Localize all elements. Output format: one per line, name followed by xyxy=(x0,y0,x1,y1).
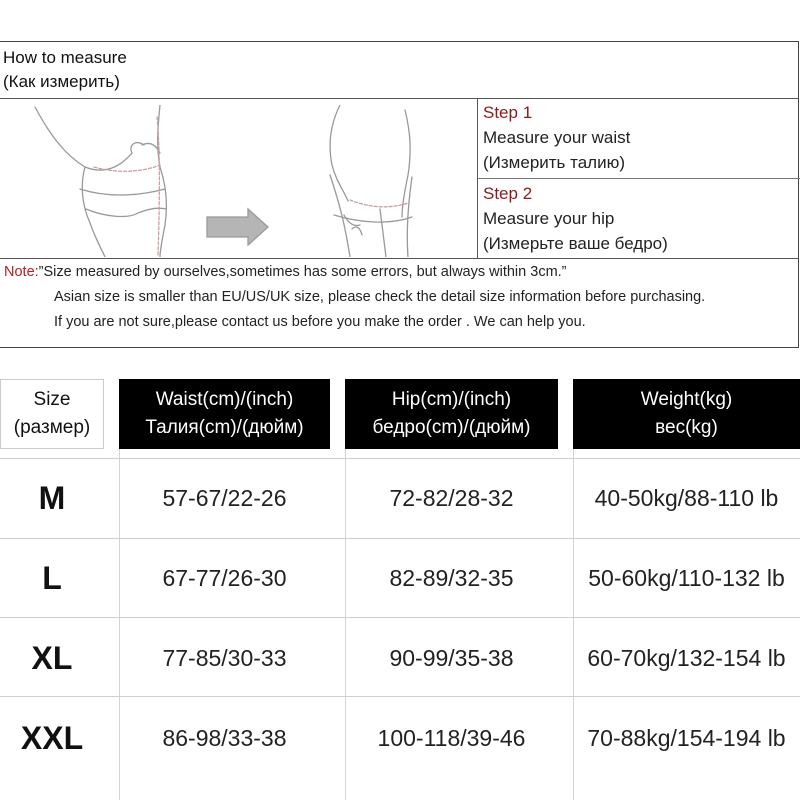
size-cell: XL xyxy=(31,640,73,676)
waist-cell: 86-98/33-38 xyxy=(162,725,287,751)
hip-cell: 100-118/39-46 xyxy=(377,725,526,751)
weight-cell: 70-88kg/154-194 lb xyxy=(587,725,786,751)
steps-panel xyxy=(477,98,799,258)
table-row xyxy=(0,699,800,778)
step-2 xyxy=(483,181,668,256)
arrow-right-icon xyxy=(207,209,268,245)
step-1-text-ru: (Измерить талию) xyxy=(483,153,626,172)
hip-cell: 82-89/32-35 xyxy=(389,565,514,591)
header-waist-ru: Талия(cm)/(дюйм) xyxy=(145,417,304,438)
header-size-en: Size xyxy=(33,389,71,410)
header-hip-en: Hip(cm)/(inch) xyxy=(391,389,512,410)
row-divider xyxy=(0,617,800,618)
step-1-label: Step 1 xyxy=(483,103,533,122)
header-size-ru: (размер) xyxy=(13,417,91,438)
header-waist xyxy=(119,379,330,449)
measure-title xyxy=(3,46,127,94)
header-size xyxy=(0,379,104,449)
table-row xyxy=(0,459,800,538)
note-line-3: If you are not sure,please contact us before you make the order . We can help you. xyxy=(54,314,586,330)
step-1 xyxy=(483,100,630,175)
measure-title-ru: (Как измерить) xyxy=(3,72,120,91)
size-chart-table xyxy=(0,379,800,800)
weight-cell: 60-70kg/132-154 lb xyxy=(587,645,786,671)
header-hip xyxy=(345,379,558,449)
step-2-label: Step 2 xyxy=(483,184,533,203)
divider xyxy=(0,258,799,259)
header-weight-en: Weight(kg) xyxy=(640,389,733,410)
step-2-text-ru: (Измерьте ваше бедро) xyxy=(483,234,668,253)
measuring-illustration xyxy=(10,105,470,257)
note-label: Note: xyxy=(4,264,39,280)
measure-title-en: How to measure xyxy=(3,48,127,67)
steps-divider xyxy=(478,178,800,179)
note-line-2: Asian size is smaller than EU/US/UK size, please check the detail size information before purchasing. xyxy=(54,289,706,305)
header-hip-ru: бедро(cm)/(дюйм) xyxy=(372,417,531,438)
waist-cell: 77-85/30-33 xyxy=(162,645,287,671)
waist-cell: 57-67/22-26 xyxy=(162,485,287,511)
note xyxy=(4,260,705,335)
waist-cell: 67-77/26-30 xyxy=(162,565,287,591)
header-waist-en: Waist(cm)/(inch) xyxy=(155,389,294,410)
table-row xyxy=(0,619,800,698)
header-weight xyxy=(573,379,800,449)
step-1-text-en: Measure your waist xyxy=(483,128,631,147)
table-row xyxy=(0,539,800,618)
weight-cell: 40-50kg/88-110 lb xyxy=(594,485,779,511)
how-to-measure-panel xyxy=(0,41,799,348)
size-cell: L xyxy=(42,560,62,596)
waist-figure-icon xyxy=(35,105,166,257)
hip-figure-icon xyxy=(330,105,412,257)
note-text-1: ”Size measured by ourselves,sometimes has some errors, but always within 3cm.” xyxy=(38,264,567,280)
size-cell: XXL xyxy=(20,720,84,756)
row-divider xyxy=(0,696,800,697)
header-weight-ru: вес(kg) xyxy=(655,417,718,438)
weight-cell: 50-60kg/110-132 lb xyxy=(588,565,785,591)
hip-cell: 72-82/28-32 xyxy=(389,485,514,511)
step-2-text-en: Measure your hip xyxy=(483,209,615,228)
size-cell: M xyxy=(38,480,66,516)
note-line-1 xyxy=(4,260,705,285)
hip-cell: 90-99/35-38 xyxy=(389,645,514,671)
